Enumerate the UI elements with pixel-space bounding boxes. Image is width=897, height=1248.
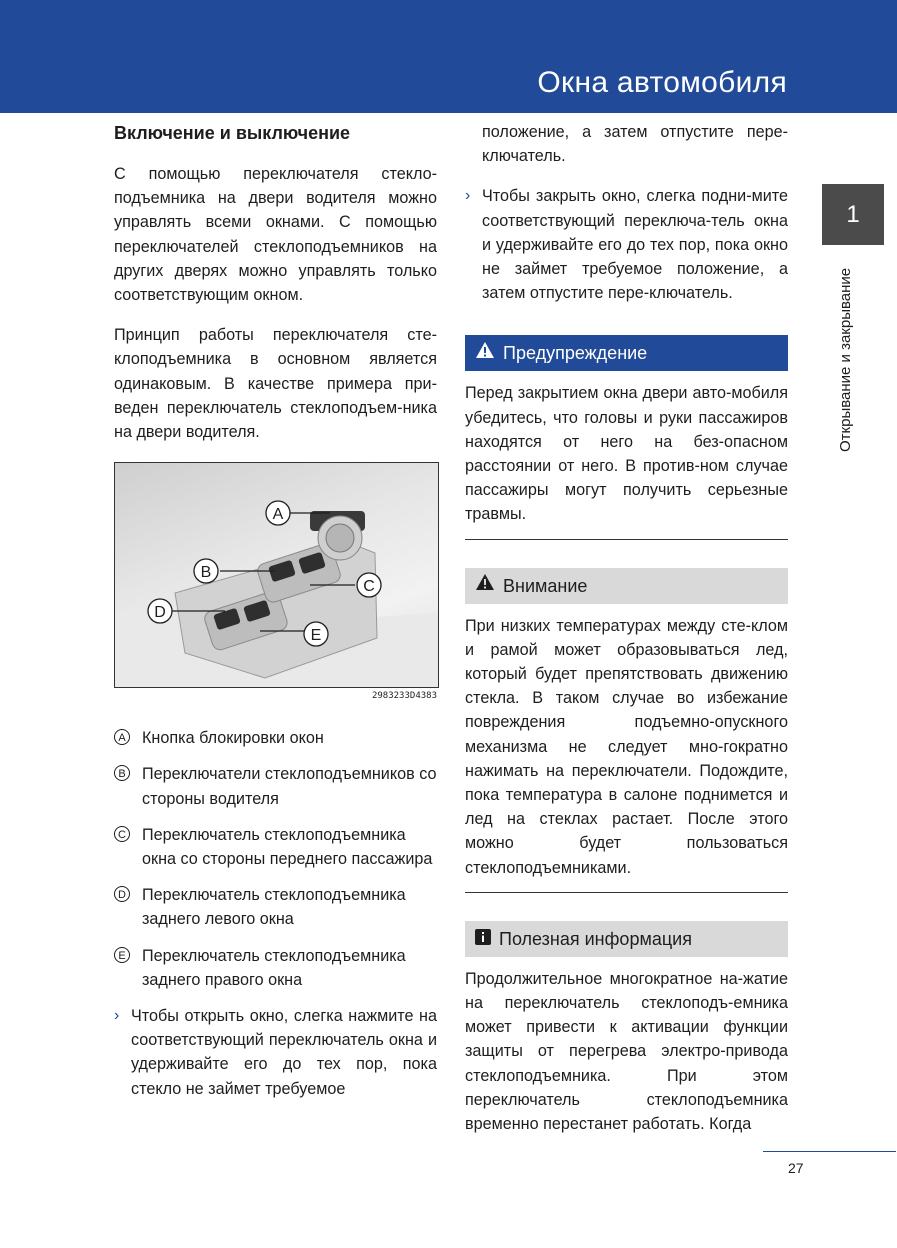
intro-paragraph: С помощью переключателя стекло-подъемника на двери водителя можно управлять всеми окнами. С помощью переключателей стеклоподъемников на других дверях можно управлять только соответствующим окном. — [114, 165, 437, 305]
callout-a-label: A — [272, 506, 284, 524]
chapter-number-tab: 1 — [822, 184, 884, 245]
legend-key-b: B — [114, 765, 130, 781]
door-switch-illustration — [115, 463, 438, 687]
legend-text-c: Переключатель стеклоподъемника окна со стороны переднего пассажира — [142, 825, 433, 869]
warning-divider — [465, 539, 788, 540]
footer-rule — [763, 1151, 896, 1152]
figure-legend — [114, 726, 437, 992]
chapter-header — [0, 0, 897, 113]
chapter-side-label: Открывание и закрывание — [837, 267, 854, 452]
caution-title: Внимание — [503, 575, 588, 596]
chevron-right-icon: › — [114, 1007, 120, 1025]
warning-text: Перед закрытием окна двери авто-мобиля убедитесь, что головы и руки пассажиров находятся от него на без-опасном расстоянии от него. В против-ном случае пассажиры могут получить серьезные травмы. — [465, 384, 788, 524]
open-window-bullet — [114, 1004, 437, 1101]
info-title: Полезная информация — [499, 928, 692, 949]
info-icon — [475, 921, 491, 957]
callout-c-label: C — [363, 578, 375, 596]
chapter-title: Окна автомобиля — [537, 66, 787, 99]
chevron-right-icon: › — [465, 187, 471, 205]
caution-divider — [465, 892, 788, 893]
continuation-text: положение, а затем отпустите пере-ключатель. — [482, 123, 788, 166]
principle-paragraph: Принцип работы переключателя сте-клоподъемника в основном является одинаковым. В качестве примера при-веден переключатель стеклоподъем-ника на двери водителя. — [114, 326, 437, 442]
legend-key-c: C — [114, 826, 130, 842]
warning-title: Предупреждение — [503, 343, 648, 364]
callout-d-label: D — [154, 604, 166, 622]
warning-triangle-icon — [475, 335, 495, 371]
legend-text-d: Переключатель стеклоподъемника заднего левого окна — [142, 886, 406, 929]
caution-text: При низких температурах между сте-клом и рамой может образовываться лед, который будет препятствовать движению стекла. В таком случае во избежание повреждения подъемно-опускного механизма не следует мно-гократно нажимать на переключатели. Подождите, пока температура в салоне поднимется и лед на стеклах растает. После этого можно будет пользоваться стеклоподъемниками. — [465, 616, 788, 877]
legend-key-e: E — [114, 947, 130, 963]
info-box-header — [465, 921, 788, 957]
legend-text-a: Кнопка блокировки окон — [142, 729, 324, 748]
figure-code: 2983233D4383 — [371, 691, 437, 702]
right-column — [465, 120, 788, 1136]
legend-item-d — [114, 883, 437, 931]
callout-b-label: B — [200, 564, 212, 582]
legend-item-a — [114, 726, 437, 750]
close-window-text: Чтобы закрыть окно, слегка подни-мите соответствующий переключа-тель окна и удерживайте его до тех пор, пока окно не займет требуемое положение, а затем отпустите пере-ключатель. — [482, 187, 788, 303]
legend-text-e: Переключатель стеклоподъемника заднего правого окна — [142, 946, 406, 989]
legend-key-a: A — [114, 729, 130, 745]
callout-e-label: E — [310, 627, 322, 645]
caution-box-header — [465, 568, 788, 604]
close-window-bullet — [465, 184, 788, 305]
legend-text-b: Переключатели стеклоподъемников со стороны водителя — [142, 765, 437, 808]
info-text: Продолжительное многократное на-жатие на переключатель стеклоподъ-емника может привести к активации функции защиты от перегрева электро-привода стеклоподъемника. При этом переключатель стеклоподъемника временно перестанет работать. Когда — [465, 969, 788, 1134]
warning-triangle-icon — [475, 567, 495, 603]
page-number: 27 — [788, 1160, 804, 1176]
legend-key-d: D — [114, 886, 130, 902]
legend-item-c — [114, 823, 437, 871]
door-switch-figure — [114, 462, 439, 688]
left-column — [114, 120, 437, 1101]
warning-box-header — [465, 335, 788, 371]
legend-item-b — [114, 762, 437, 810]
section-heading: Включение и выключение — [114, 123, 351, 143]
legend-item-e — [114, 944, 437, 992]
open-window-text: Чтобы открыть окно, слегка нажмите на соответствующий переключатель окна и удерживайте его до тех пор, пока стекло не займет требуемое — [131, 1007, 437, 1098]
